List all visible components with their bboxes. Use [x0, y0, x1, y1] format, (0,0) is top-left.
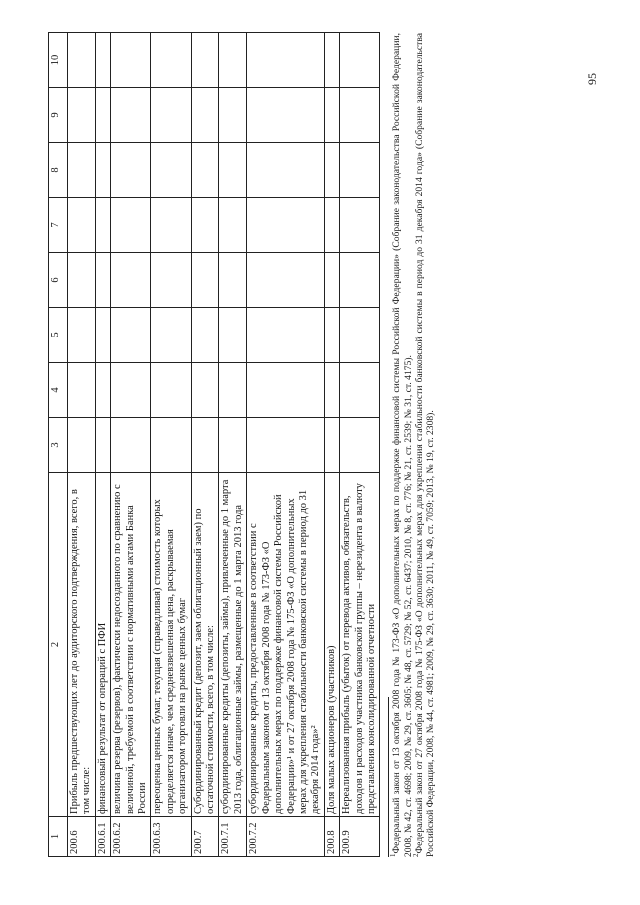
footnote-divider — [388, 697, 389, 857]
empty-cell — [111, 88, 151, 143]
table-row — [151, 33, 191, 857]
empty-cell — [95, 33, 110, 88]
empty-cell — [219, 418, 247, 473]
column-header: 5 — [49, 308, 68, 363]
empty-cell — [111, 308, 151, 363]
empty-cell — [95, 363, 110, 418]
empty-cell — [151, 308, 191, 363]
empty-cell — [95, 253, 110, 308]
footnotes — [388, 33, 436, 857]
row-description: Нереализованная прибыль (убыток) от перевода активов, обязательств, доходов и расходов участника банковской группы – нерезидента в валюту представления консолидированной отчетности — [340, 473, 380, 817]
row-code: 200.6.1 — [95, 817, 110, 857]
empty-cell — [191, 33, 219, 88]
column-header: 3 — [49, 418, 68, 473]
empty-cell — [247, 418, 324, 473]
empty-cell — [324, 363, 339, 418]
empty-cell — [151, 33, 191, 88]
empty-cell — [95, 88, 110, 143]
footnote-2 — [411, 33, 436, 857]
row-code: 200.9 — [340, 817, 380, 857]
empty-cell — [340, 198, 380, 253]
table-row — [68, 33, 96, 857]
row-code: 200.6.2 — [111, 817, 151, 857]
empty-cell — [111, 253, 151, 308]
empty-cell — [340, 33, 380, 88]
empty-cell — [219, 33, 247, 88]
empty-cell — [219, 143, 247, 198]
empty-cell — [95, 198, 110, 253]
empty-cell — [191, 253, 219, 308]
page-number: 95 — [585, 73, 599, 85]
row-code: 200.6.3 — [151, 817, 191, 857]
footnote-mark: 1 — [389, 853, 398, 857]
empty-cell — [324, 88, 339, 143]
table-row — [247, 33, 324, 857]
column-header: 9 — [49, 88, 68, 143]
column-header: 8 — [49, 143, 68, 198]
empty-cell — [219, 253, 247, 308]
empty-cell — [151, 143, 191, 198]
empty-cell — [151, 88, 191, 143]
empty-cell — [191, 198, 219, 253]
row-description: переоценка ценных бумаг, текущая (справедливая) стоимость которых определяется иначе, чем средневзвешенная цена, раскрываемая организатором торговли на рынке ценных бумаг — [151, 473, 191, 817]
empty-cell — [340, 308, 380, 363]
row-code: 200.7.1 — [219, 817, 247, 857]
empty-cell — [151, 253, 191, 308]
empty-cell — [68, 143, 96, 198]
empty-cell — [219, 198, 247, 253]
row-description: Прибыль предшествующих лет до аудиторского подтверждения, всего, в том числе: — [68, 473, 96, 817]
row-code: 200.8 — [324, 817, 339, 857]
column-header: 7 — [49, 198, 68, 253]
page-content — [48, 33, 436, 857]
empty-cell — [95, 308, 110, 363]
table-row — [95, 33, 110, 857]
column-header: 6 — [49, 253, 68, 308]
empty-cell — [219, 88, 247, 143]
empty-cell — [151, 363, 191, 418]
empty-cell — [324, 143, 339, 198]
empty-cell — [111, 198, 151, 253]
footnote-text: Федеральный закон от 27 октября 2008 года № 175-ФЗ «О дополнительных мерах для укрепления стабильности банковской системы в период до 31 декабря 2014 года» (Собрание законодательства Российской Федерации, 2008, № 44, ст. 4981; 2009, № 29, ст. 3630; 2011, № 49, ст. 7059; 2013, № 19, ст. 2308). — [413, 33, 436, 857]
empty-cell — [324, 33, 339, 88]
empty-cell — [247, 308, 324, 363]
empty-cell — [247, 198, 324, 253]
empty-cell — [111, 363, 151, 418]
empty-cell — [340, 88, 380, 143]
empty-cell — [247, 253, 324, 308]
empty-cell — [191, 363, 219, 418]
empty-cell — [68, 308, 96, 363]
row-description: субординированные кредиты (депозиты, займы), привлеченные до 1 марта 2013 года, облигационные займы, размещенные до 1 марта 2013 года — [219, 473, 247, 817]
empty-cell — [191, 143, 219, 198]
empty-cell — [340, 418, 380, 473]
table-row — [219, 33, 247, 857]
empty-cell — [111, 33, 151, 88]
empty-cell — [219, 363, 247, 418]
empty-cell — [324, 198, 339, 253]
empty-cell — [111, 143, 151, 198]
footnote-1 — [391, 33, 413, 857]
empty-cell — [324, 308, 339, 363]
table-row — [340, 33, 380, 857]
column-header: 10 — [49, 33, 68, 88]
empty-cell — [191, 88, 219, 143]
footnote-mark: 2 — [411, 853, 420, 857]
empty-cell — [324, 418, 339, 473]
empty-cell — [340, 363, 380, 418]
table-row — [111, 33, 151, 857]
empty-cell — [324, 253, 339, 308]
row-description: финансовый результат от операций с ПФИ — [95, 473, 110, 817]
empty-cell — [151, 198, 191, 253]
empty-cell — [247, 33, 324, 88]
table-header-row — [49, 33, 68, 857]
empty-cell — [68, 33, 96, 88]
row-code: 200.7 — [191, 817, 219, 857]
empty-cell — [247, 363, 324, 418]
empty-cell — [247, 88, 324, 143]
empty-cell — [68, 88, 96, 143]
table-row — [324, 33, 339, 857]
empty-cell — [95, 143, 110, 198]
empty-cell — [111, 418, 151, 473]
empty-cell — [68, 418, 96, 473]
row-code: 200.6 — [68, 817, 96, 857]
empty-cell — [151, 418, 191, 473]
column-header: 1 — [49, 817, 68, 857]
empty-cell — [191, 308, 219, 363]
empty-cell — [68, 198, 96, 253]
row-description: Субординированный кредит (депозит, заем облигационный заем) по остаточной стоимости, всего, в том числе: — [191, 473, 219, 817]
empty-cell — [191, 418, 219, 473]
empty-cell — [340, 253, 380, 308]
row-code: 200.7.2 — [247, 817, 324, 857]
column-header: 2 — [49, 473, 68, 817]
empty-cell — [247, 143, 324, 198]
empty-cell — [68, 363, 96, 418]
row-description: субординированные кредиты, предоставленные в соответствии с Федеральным законом от 13 октября 2008 года № 173-ФЗ «О дополнительных мерах по поддержке финансовой системы Российской Федерации»¹ и от 27 октября 2008 года № 175-ФЗ «О дополнительных мерах для укрепления стабильности банковской системы в период до 31 декабря 2014 года»² — [247, 473, 324, 817]
row-description: Доля малых акционеров (участников) — [324, 473, 339, 817]
table-body — [49, 33, 380, 857]
empty-cell — [95, 418, 110, 473]
empty-cell — [340, 143, 380, 198]
capital-indicators-table — [48, 32, 380, 857]
column-header: 4 — [49, 363, 68, 418]
table-row — [191, 33, 219, 857]
footnote-text: Федеральный закон от 13 октября 2008 года № 173-ФЗ «О дополнительных мерах по поддержке финансовой системы Российской Федерации» (Собрание законодательства Российской Федерации, 2008, № 42, ст. 4698; 2009, № 29, ст. 3605; № 48, ст. 5729; № 52, ст. 6437; 2010, № 8, ст. 776; № 21, ст. 2539; № 31, ст. 4175). — [391, 33, 414, 857]
row-description: величина резерва (резервов), фактически недосозданного по сравнению с величиной, требуемой в соответствии с нормативными актами Банка России — [111, 473, 151, 817]
empty-cell — [68, 253, 96, 308]
empty-cell — [219, 308, 247, 363]
